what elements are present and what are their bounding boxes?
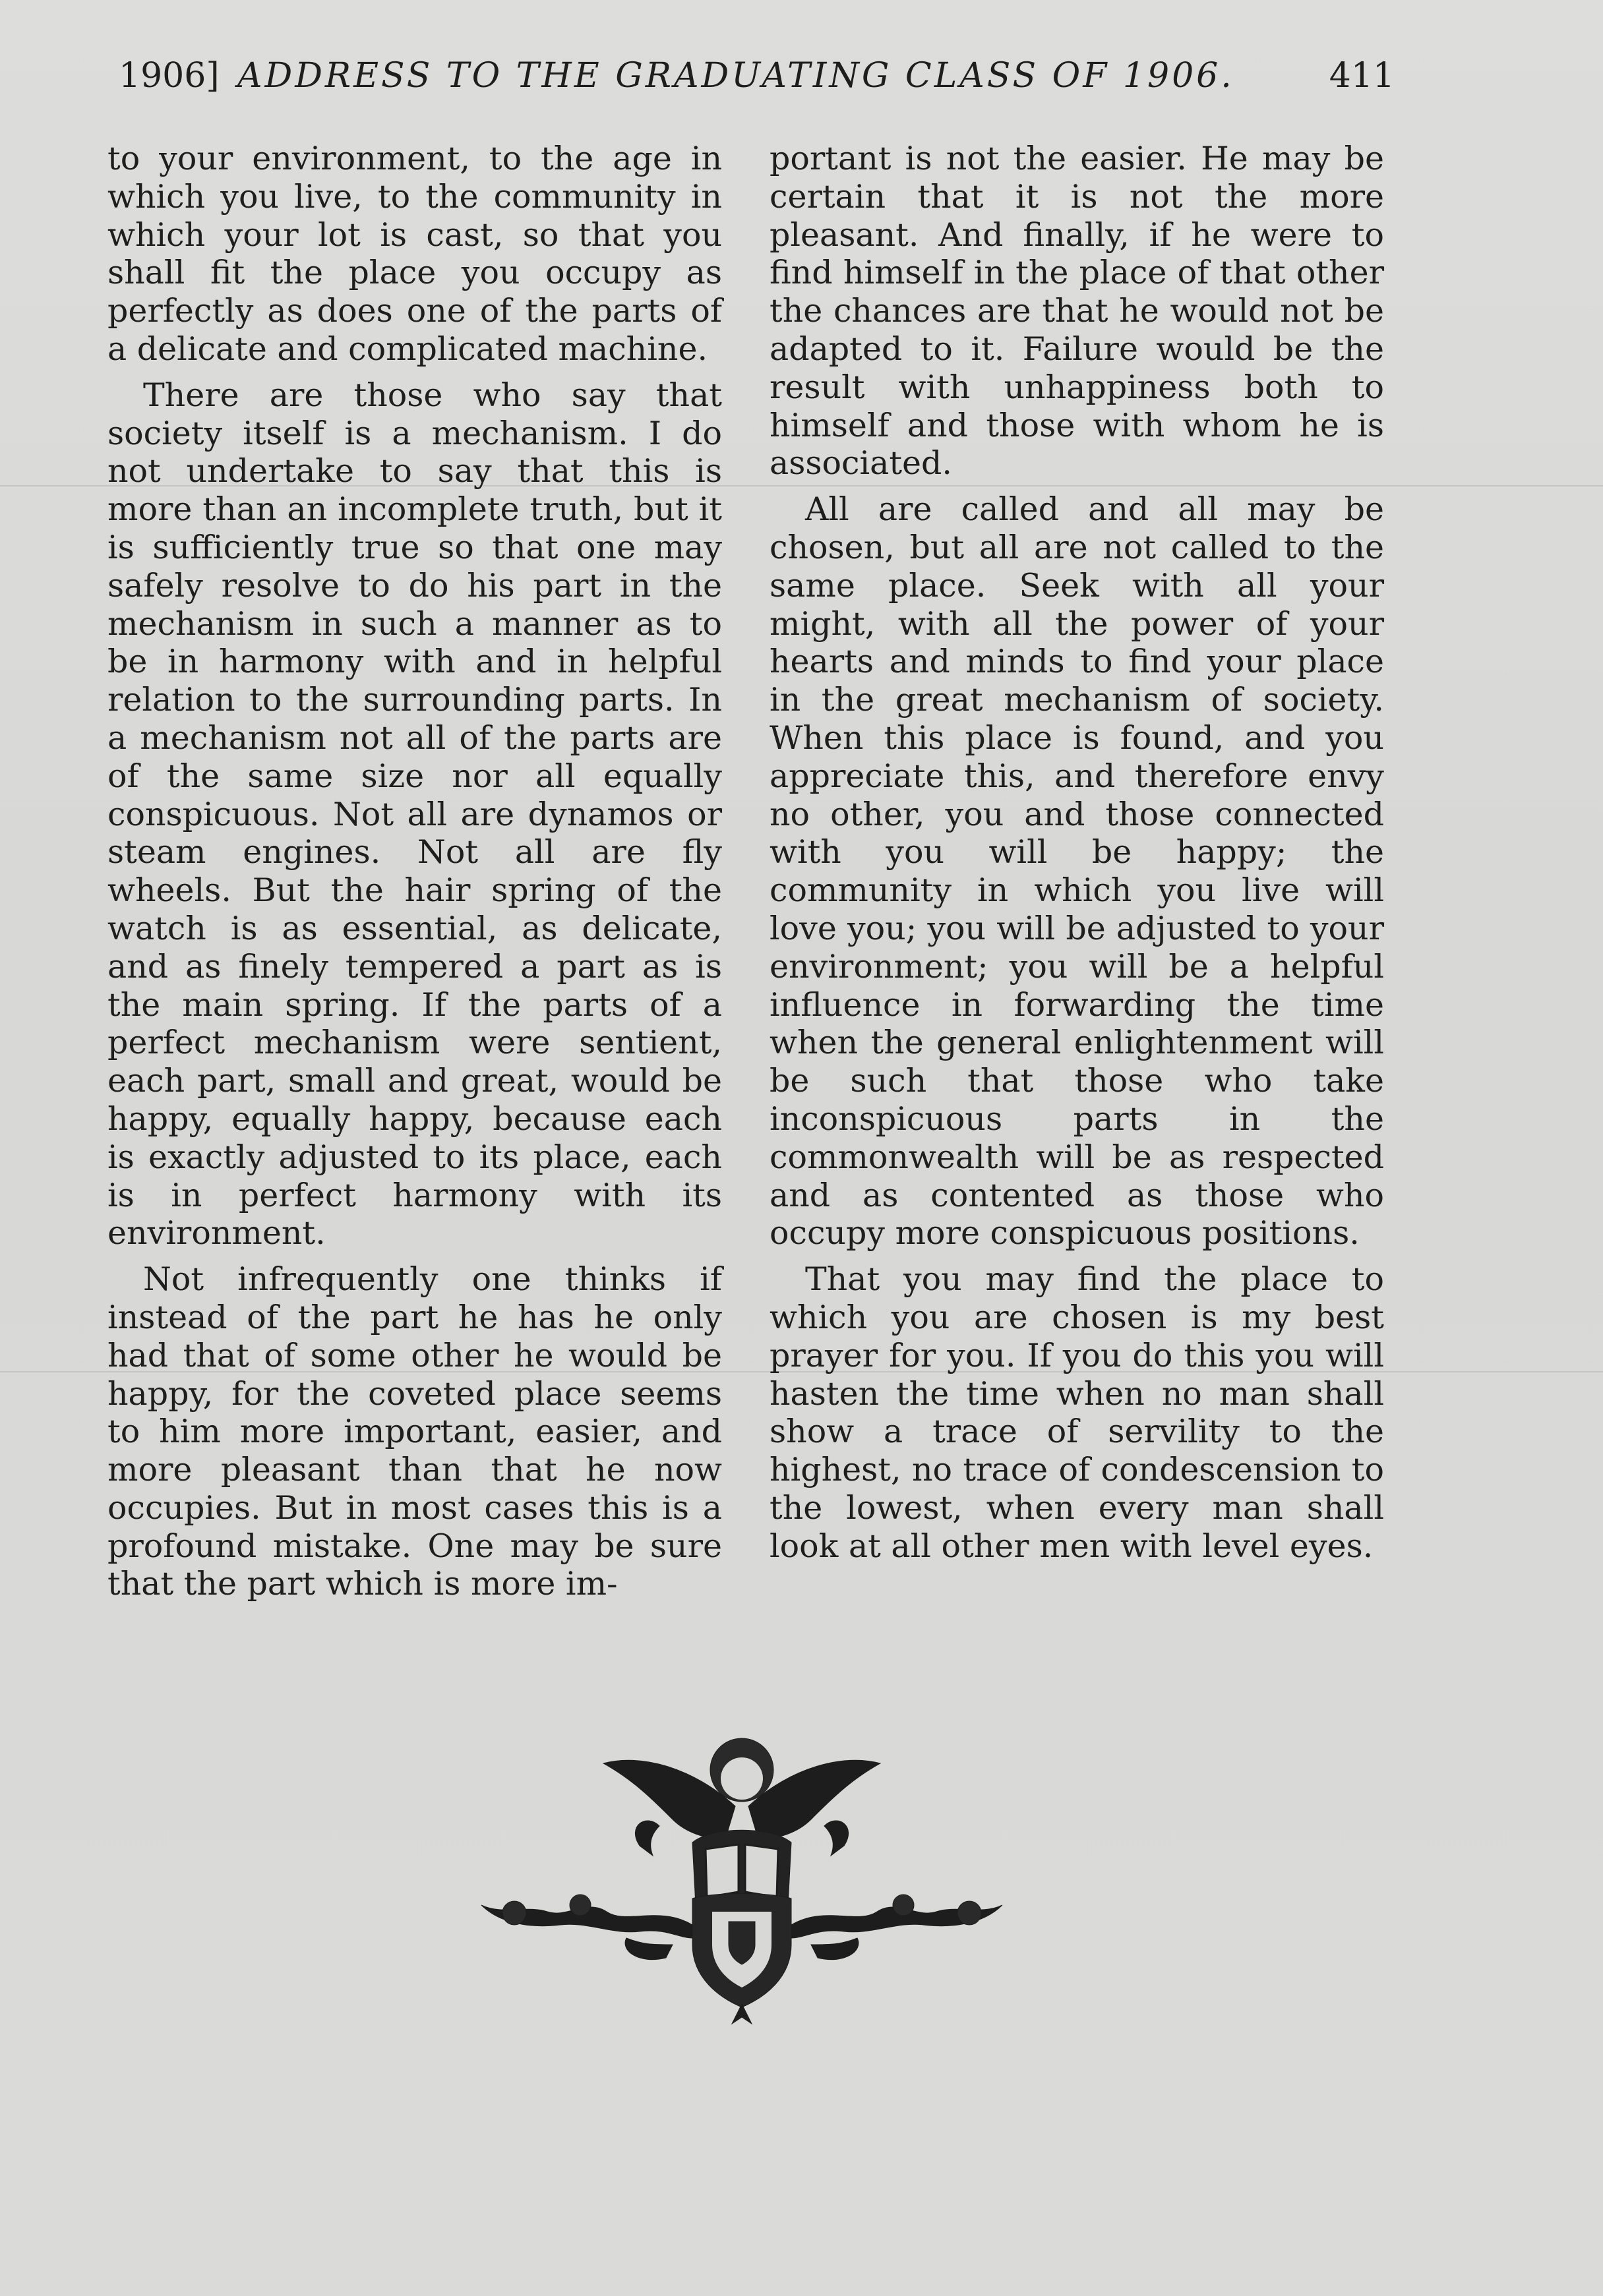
- header-title: ADDRESS TO THE GRADUATING CLASS OF 1906.: [237, 56, 1234, 96]
- paragraph: There are those who say that society itself is a mechanism. I do not undertake to say that this is more than an incomplete truth, but it is sufficiently true so that one may safely resolve to do his part in the mechanism in such a manner as to be in harmony with and in helpful relation to the surrounding parts. In a mechanism not all of the parts are of the same size nor all equally conspicuous. Not all are dynamos or steam engines. Not all are fly wheels. But the hair spring of the watch is as essential, as delicate, and as finely tempered a part as is the main spring. If the parts of a perfect mechanism were sentient, each part, small and great, would be happy, equally happy, because each is exactly adjusted to its place, each is in perfect harmony with its environment.: [107, 376, 722, 1252]
- paragraph: Not infrequently one thinks if instead of the part he has he only had that of some other he would be happy, for the coveted place seems to him more important, easier, and more pleasant than that he now occupies. But in most cases this is a profound mistake. One may be sure that the part which is more im-: [107, 1260, 722, 1603]
- cherub-shield-ornament-icon: [475, 1727, 1009, 2030]
- right-column: [770, 140, 1384, 1573]
- left-column: [107, 140, 722, 1611]
- paragraph: to your environment, to the age in which you live, to the community in which your lot is cast, so that you shall fit the place you occupy as perfectly as does one of the parts of a delicate and complicated machine.: [107, 140, 722, 368]
- paragraph: That you may find the place to which you are chosen is my best prayer for you. If you do this you will hasten the time when no man shall show a trace of servility to the highest, no trace of condescension to the lowest, when every man shall look at all other men with level eyes.: [770, 1260, 1384, 1565]
- header-year: 1906]: [119, 56, 220, 96]
- running-header: [119, 53, 1395, 99]
- paragraph: All are called and all may be chosen, but all are not called to the same place. Seek with all your might, with all the power of your hearts and minds to find your place in the great mechanism of society. When this place is found, and you appreciate this, and therefore envy no other, you and those connected with you will be happy; the community in which you live will love you; you will be adjusted to your environment; you will be a helpful influence in forwarding the time when the general enlightenment will be such that those who take inconspicuous parts in the commonwealth will be as respected and as contented as those who occupy more conspicuous positions.: [770, 490, 1384, 1252]
- page-number: 411: [1329, 56, 1395, 96]
- paragraph: portant is not the easier. He may be certain that it is not the more pleasant. And finally, if he were to find himself in the place of that other the chances are that he would not be adapted to it. Failure would be the result with unhappiness both to himself and those with whom he is associated.: [770, 140, 1384, 483]
